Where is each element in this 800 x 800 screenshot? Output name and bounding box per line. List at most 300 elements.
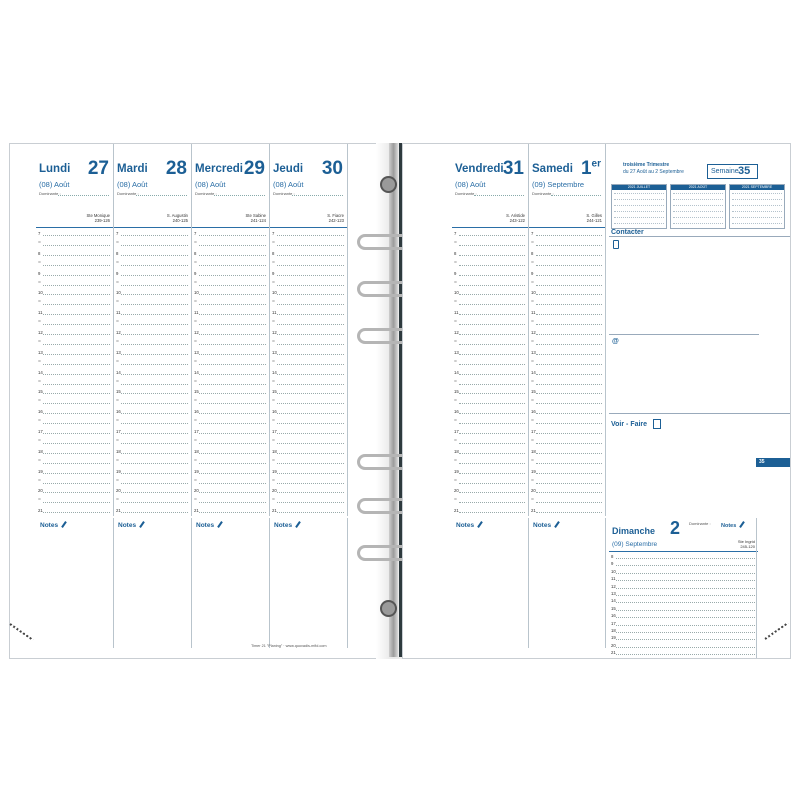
hour-row[interactable] bbox=[452, 250, 528, 265]
hour-row[interactable] bbox=[36, 369, 113, 384]
half-hour-row[interactable] bbox=[270, 299, 347, 314]
hour-label: 8 bbox=[611, 554, 614, 559]
half-hour-row[interactable] bbox=[36, 319, 113, 334]
left-notes-3[interactable] bbox=[270, 518, 348, 648]
hour-label: 16 bbox=[272, 409, 277, 415]
hour-label: 8 bbox=[194, 250, 197, 256]
hour-label: 12 bbox=[116, 330, 121, 335]
half-hour-row[interactable] bbox=[452, 497, 528, 512]
half-hour-line bbox=[121, 304, 188, 305]
half-hour-row[interactable] bbox=[36, 438, 113, 453]
half-hour-row[interactable] bbox=[270, 319, 347, 334]
hour-row[interactable] bbox=[452, 290, 528, 304]
hour-row[interactable] bbox=[529, 429, 605, 443]
hour-row[interactable] bbox=[452, 349, 528, 364]
hour-row[interactable] bbox=[192, 250, 269, 265]
hour-row[interactable] bbox=[36, 468, 113, 483]
hour-row[interactable] bbox=[36, 310, 113, 324]
hour-label: 14 bbox=[116, 369, 121, 375]
hour-label: 8 bbox=[272, 250, 275, 256]
half-hour-row[interactable] bbox=[452, 259, 528, 275]
half-hour-mark: = bbox=[272, 279, 275, 286]
saint-of-day bbox=[246, 213, 267, 223]
hour-row[interactable] bbox=[452, 409, 528, 423]
hour-row[interactable] bbox=[529, 369, 605, 384]
half-hour-row[interactable] bbox=[114, 358, 191, 374]
half-hour-row[interactable] bbox=[529, 279, 605, 295]
hour-row[interactable] bbox=[452, 369, 528, 384]
hour-line bbox=[43, 235, 110, 236]
half-hour-row[interactable] bbox=[114, 457, 191, 473]
dominante-label: Dominante : bbox=[455, 191, 477, 196]
hour-row[interactable] bbox=[452, 231, 528, 245]
hour-row[interactable] bbox=[270, 290, 347, 304]
hour-row[interactable] bbox=[114, 448, 191, 463]
half-hour-row[interactable] bbox=[452, 240, 528, 255]
hour-line bbox=[616, 654, 755, 655]
header-divider bbox=[529, 227, 605, 228]
half-hour-row[interactable] bbox=[529, 497, 605, 512]
mini-calendar bbox=[670, 184, 726, 229]
hour-label: 15 bbox=[611, 605, 616, 611]
half-hour-row[interactable] bbox=[270, 339, 347, 354]
hour-row[interactable] bbox=[192, 488, 269, 502]
hour-row[interactable] bbox=[192, 468, 269, 483]
half-hour-row[interactable] bbox=[36, 378, 113, 394]
hour-label: 21 bbox=[194, 508, 199, 514]
half-hour-mark: = bbox=[194, 319, 197, 326]
hour-row[interactable] bbox=[114, 250, 191, 265]
hour-row[interactable] bbox=[114, 369, 191, 384]
half-hour-row[interactable] bbox=[36, 259, 113, 275]
notes-label-text: Notes bbox=[274, 522, 293, 529]
hour-row[interactable] bbox=[36, 389, 113, 403]
day-count: 242-123 bbox=[328, 218, 344, 223]
hour-line bbox=[277, 453, 344, 454]
hour-row[interactable] bbox=[114, 349, 191, 364]
hour-line bbox=[277, 393, 344, 394]
hour-row[interactable] bbox=[192, 290, 269, 304]
hour-line bbox=[43, 473, 110, 474]
hour-row[interactable] bbox=[270, 270, 347, 285]
half-hour-mark: = bbox=[116, 299, 119, 306]
day-number: 27 bbox=[87, 158, 109, 179]
hour-row[interactable] bbox=[192, 448, 269, 463]
half-hour-mark: = bbox=[531, 299, 534, 306]
half-hour-row[interactable] bbox=[270, 477, 347, 493]
hour-line bbox=[459, 294, 525, 295]
half-hour-row[interactable] bbox=[452, 339, 528, 354]
hour-row[interactable] bbox=[529, 290, 605, 304]
half-hour-row[interactable] bbox=[192, 438, 269, 453]
half-hour-line bbox=[459, 483, 525, 484]
hour-row[interactable] bbox=[452, 330, 528, 344]
hour-line bbox=[199, 374, 266, 375]
half-hour-row[interactable] bbox=[270, 358, 347, 374]
half-hour-row[interactable] bbox=[36, 497, 113, 512]
hour-row[interactable] bbox=[114, 468, 191, 483]
semaine-label: Semaine bbox=[711, 168, 739, 175]
half-hour-mark: = bbox=[272, 438, 275, 444]
hour-label: 7 bbox=[38, 231, 41, 236]
hour-row[interactable] bbox=[270, 349, 347, 364]
hour-row[interactable] bbox=[36, 270, 113, 285]
hour-line bbox=[277, 314, 344, 315]
hour-row[interactable] bbox=[452, 389, 528, 403]
notes-label-text: Notes bbox=[196, 522, 215, 529]
hour-row[interactable] bbox=[114, 409, 191, 423]
hour-label: 18 bbox=[454, 448, 459, 454]
hour-row[interactable] bbox=[192, 270, 269, 285]
half-hour-row[interactable] bbox=[192, 497, 269, 512]
hour-line bbox=[43, 433, 110, 434]
half-hour-row[interactable] bbox=[114, 259, 191, 275]
hour-line bbox=[459, 473, 525, 474]
half-hour-row[interactable] bbox=[192, 339, 269, 354]
half-hour-row[interactable] bbox=[192, 358, 269, 374]
hour-row[interactable] bbox=[114, 290, 191, 304]
half-hour-row[interactable] bbox=[529, 299, 605, 314]
half-hour-row[interactable] bbox=[36, 358, 113, 374]
hour-line bbox=[277, 275, 344, 276]
hour-row[interactable] bbox=[452, 488, 528, 502]
hour-row[interactable] bbox=[192, 429, 269, 443]
hour-row[interactable] bbox=[529, 468, 605, 483]
half-hour-row[interactable] bbox=[270, 240, 347, 255]
hour-row[interactable] bbox=[529, 330, 605, 344]
hour-row[interactable] bbox=[36, 448, 113, 463]
half-hour-row[interactable] bbox=[192, 319, 269, 334]
footer-text: Timer 21 "Planing" · www.quovadis-mfid.com bbox=[251, 644, 327, 648]
hour-row[interactable] bbox=[192, 409, 269, 423]
half-hour-mark: = bbox=[531, 457, 534, 464]
hour-line bbox=[277, 255, 344, 256]
left-notes-0[interactable] bbox=[36, 518, 114, 648]
half-hour-mark: = bbox=[194, 438, 197, 444]
half-hour-row[interactable] bbox=[452, 418, 528, 433]
half-hour-row[interactable] bbox=[36, 240, 113, 255]
half-hour-mark: = bbox=[454, 240, 457, 246]
hour-line bbox=[459, 433, 525, 434]
hour-row[interactable] bbox=[114, 389, 191, 403]
hour-line bbox=[277, 354, 344, 355]
half-hour-line bbox=[536, 502, 602, 503]
hour-row[interactable] bbox=[270, 389, 347, 403]
half-hour-row[interactable] bbox=[529, 339, 605, 354]
half-hour-row[interactable] bbox=[114, 398, 191, 413]
half-hour-line bbox=[536, 403, 602, 404]
hour-row[interactable] bbox=[529, 389, 605, 403]
half-hour-row[interactable] bbox=[192, 279, 269, 295]
half-hour-row[interactable] bbox=[114, 497, 191, 512]
hour-row[interactable] bbox=[270, 409, 347, 423]
half-hour-row[interactable] bbox=[529, 319, 605, 334]
half-hour-row[interactable] bbox=[529, 240, 605, 255]
dimanche-daycount: 245-120 bbox=[740, 544, 755, 549]
hour-label: 12 bbox=[194, 330, 199, 335]
hour-row[interactable] bbox=[192, 389, 269, 403]
half-hour-row[interactable] bbox=[529, 418, 605, 433]
half-hour-mark: = bbox=[531, 279, 534, 286]
hour-label: 11 bbox=[454, 310, 459, 316]
half-hour-line bbox=[121, 403, 188, 404]
half-hour-row[interactable] bbox=[270, 457, 347, 473]
hour-row[interactable] bbox=[114, 429, 191, 443]
hour-row[interactable] bbox=[609, 650, 758, 664]
half-hour-mark: = bbox=[272, 477, 275, 484]
hour-line bbox=[536, 413, 602, 414]
half-hour-row[interactable] bbox=[270, 438, 347, 453]
hour-label: 17 bbox=[611, 620, 616, 626]
hour-row[interactable] bbox=[529, 488, 605, 502]
hour-label: 12 bbox=[611, 583, 616, 589]
hour-line bbox=[121, 413, 188, 414]
day-name: Samedi bbox=[532, 163, 573, 175]
hour-row[interactable] bbox=[114, 488, 191, 502]
hour-row[interactable] bbox=[452, 468, 528, 483]
hour-row[interactable] bbox=[192, 349, 269, 364]
dimanche-block bbox=[609, 518, 758, 658]
half-hour-line bbox=[536, 483, 602, 484]
half-hour-row[interactable] bbox=[36, 299, 113, 314]
half-hour-row[interactable] bbox=[270, 279, 347, 295]
hour-row[interactable] bbox=[529, 310, 605, 324]
half-hour-row[interactable] bbox=[36, 339, 113, 354]
hour-row[interactable] bbox=[270, 250, 347, 265]
half-hour-row[interactable] bbox=[452, 279, 528, 295]
half-hour-row[interactable] bbox=[36, 279, 113, 295]
saint-of-day bbox=[586, 213, 602, 223]
half-hour-line bbox=[121, 463, 188, 464]
hour-row[interactable] bbox=[114, 330, 191, 344]
hour-row[interactable] bbox=[270, 330, 347, 344]
dominante-line bbox=[136, 195, 187, 196]
hour-row[interactable] bbox=[529, 409, 605, 423]
hour-line bbox=[616, 632, 755, 633]
half-hour-row[interactable] bbox=[529, 477, 605, 493]
half-hour-row[interactable] bbox=[192, 299, 269, 314]
hour-label: 12 bbox=[531, 330, 536, 335]
hour-row[interactable] bbox=[529, 231, 605, 245]
half-hour-row[interactable] bbox=[529, 259, 605, 275]
half-hour-row[interactable] bbox=[529, 438, 605, 453]
hour-label: 12 bbox=[38, 330, 43, 335]
hour-label: 14 bbox=[611, 598, 616, 604]
half-hour-row[interactable] bbox=[452, 299, 528, 314]
half-hour-mark: = bbox=[38, 497, 41, 504]
hour-row[interactable] bbox=[452, 448, 528, 463]
hour-row[interactable] bbox=[270, 369, 347, 384]
half-hour-row[interactable] bbox=[114, 299, 191, 314]
half-hour-mark: = bbox=[531, 358, 534, 365]
hour-row[interactable] bbox=[452, 429, 528, 443]
hour-row[interactable] bbox=[192, 231, 269, 245]
hour-row[interactable] bbox=[36, 290, 113, 304]
hour-label: 17 bbox=[38, 429, 43, 434]
hour-label: 21 bbox=[611, 650, 616, 656]
hour-label: 13 bbox=[531, 349, 536, 355]
half-hour-row[interactable] bbox=[452, 398, 528, 413]
half-hour-mark: = bbox=[38, 477, 41, 484]
hour-row[interactable] bbox=[452, 310, 528, 324]
half-hour-line bbox=[459, 502, 525, 503]
left-notes-1[interactable] bbox=[114, 518, 192, 648]
hour-line bbox=[459, 512, 525, 513]
half-hour-row[interactable] bbox=[36, 477, 113, 493]
hour-label: 19 bbox=[454, 468, 459, 474]
half-hour-mark: = bbox=[38, 457, 41, 464]
half-hour-mark: = bbox=[116, 358, 119, 365]
hour-row[interactable] bbox=[36, 409, 113, 423]
half-hour-row[interactable] bbox=[36, 418, 113, 433]
half-hour-row[interactable] bbox=[114, 418, 191, 433]
hour-row[interactable] bbox=[192, 369, 269, 384]
half-hour-row[interactable] bbox=[452, 378, 528, 394]
half-hour-row[interactable] bbox=[114, 438, 191, 453]
half-hour-row[interactable] bbox=[270, 259, 347, 275]
half-hour-row[interactable] bbox=[270, 497, 347, 512]
hour-row[interactable] bbox=[529, 448, 605, 463]
half-hour-row[interactable] bbox=[36, 457, 113, 473]
half-hour-row[interactable] bbox=[114, 378, 191, 394]
half-hour-line bbox=[121, 344, 188, 345]
hour-row[interactable] bbox=[270, 231, 347, 245]
hour-label: 9 bbox=[116, 270, 119, 276]
half-hour-mark: = bbox=[531, 259, 534, 266]
day-name: Mercredi bbox=[195, 163, 243, 175]
hour-line bbox=[121, 314, 188, 315]
hour-line bbox=[199, 354, 266, 355]
hour-row[interactable] bbox=[36, 488, 113, 502]
hour-row[interactable] bbox=[114, 270, 191, 285]
half-hour-row[interactable] bbox=[529, 378, 605, 394]
binder-rivet bbox=[380, 176, 397, 193]
saint-of-day bbox=[167, 213, 188, 223]
half-hour-line bbox=[121, 443, 188, 444]
hour-row[interactable] bbox=[36, 330, 113, 344]
hour-label: 8 bbox=[38, 250, 41, 256]
half-hour-line bbox=[459, 423, 525, 424]
half-hour-line bbox=[536, 364, 602, 365]
hour-row[interactable] bbox=[114, 310, 191, 324]
half-hour-row[interactable] bbox=[452, 438, 528, 453]
half-hour-line bbox=[199, 324, 266, 325]
saint-of-day bbox=[327, 213, 344, 223]
day-number: 29 bbox=[243, 158, 265, 179]
hour-row[interactable] bbox=[36, 231, 113, 245]
mini-calendar-row bbox=[614, 199, 664, 200]
hour-row[interactable] bbox=[529, 250, 605, 265]
half-hour-mark: = bbox=[194, 279, 197, 286]
half-hour-mark: = bbox=[454, 299, 457, 306]
half-hour-row[interactable] bbox=[529, 398, 605, 413]
hour-line bbox=[199, 314, 266, 315]
half-hour-row[interactable] bbox=[192, 259, 269, 275]
half-hour-line bbox=[121, 384, 188, 385]
hour-line bbox=[536, 453, 602, 454]
half-hour-row[interactable] bbox=[452, 457, 528, 473]
hour-row[interactable] bbox=[36, 250, 113, 265]
half-hour-row[interactable] bbox=[114, 240, 191, 255]
hour-row[interactable] bbox=[270, 429, 347, 443]
right-notes-1[interactable] bbox=[529, 518, 606, 648]
half-hour-line bbox=[277, 463, 344, 464]
hour-row[interactable] bbox=[36, 349, 113, 364]
half-hour-row[interactable] bbox=[36, 398, 113, 413]
hour-line bbox=[121, 354, 188, 355]
hour-label: 9 bbox=[272, 270, 275, 276]
hour-row[interactable] bbox=[270, 310, 347, 324]
half-hour-row[interactable] bbox=[192, 418, 269, 433]
hour-label: 17 bbox=[194, 429, 199, 434]
half-hour-row[interactable] bbox=[270, 378, 347, 394]
hour-row[interactable] bbox=[114, 231, 191, 245]
hour-line bbox=[616, 617, 755, 618]
half-hour-row[interactable] bbox=[114, 477, 191, 493]
hour-label: 16 bbox=[38, 409, 43, 415]
mini-calendar-row bbox=[732, 205, 782, 206]
dominante-line bbox=[551, 195, 601, 196]
half-hour-row[interactable] bbox=[529, 358, 605, 374]
half-hour-mark: = bbox=[454, 339, 457, 345]
saint-name: S. Aristide bbox=[506, 213, 525, 218]
half-hour-line bbox=[536, 245, 602, 246]
half-hour-row[interactable] bbox=[270, 398, 347, 413]
week-tab[interactable]: 35 bbox=[756, 458, 790, 467]
hour-row[interactable] bbox=[36, 429, 113, 443]
hour-row[interactable] bbox=[192, 330, 269, 344]
half-hour-row[interactable] bbox=[192, 378, 269, 394]
half-hour-row[interactable] bbox=[192, 457, 269, 473]
hour-row[interactable] bbox=[452, 270, 528, 285]
hour-row[interactable] bbox=[270, 488, 347, 502]
half-hour-row[interactable] bbox=[114, 339, 191, 354]
half-hour-row[interactable] bbox=[114, 279, 191, 295]
half-hour-line bbox=[536, 443, 602, 444]
hour-line bbox=[121, 374, 188, 375]
half-hour-row[interactable] bbox=[452, 477, 528, 493]
left-notes-2[interactable] bbox=[192, 518, 270, 648]
pencil-icon bbox=[554, 521, 560, 528]
header-divider bbox=[452, 227, 528, 228]
half-hour-row[interactable] bbox=[114, 319, 191, 334]
day-number-suffix: er bbox=[591, 158, 601, 170]
half-hour-mark: = bbox=[116, 240, 119, 246]
hour-row[interactable] bbox=[270, 468, 347, 483]
half-hour-mark: = bbox=[116, 438, 119, 444]
hour-label: 12 bbox=[272, 330, 277, 335]
half-hour-row[interactable] bbox=[270, 418, 347, 433]
half-hour-row[interactable] bbox=[529, 457, 605, 473]
hour-line bbox=[459, 492, 525, 493]
half-hour-row[interactable] bbox=[452, 358, 528, 374]
hour-row[interactable] bbox=[192, 310, 269, 324]
half-hour-row[interactable] bbox=[452, 319, 528, 334]
half-hour-row[interactable] bbox=[192, 240, 269, 255]
half-hour-mark: = bbox=[272, 457, 275, 464]
half-hour-row[interactable] bbox=[192, 477, 269, 493]
right-notes-0[interactable] bbox=[452, 518, 529, 648]
half-hour-row[interactable] bbox=[192, 398, 269, 413]
hour-row[interactable] bbox=[529, 349, 605, 364]
half-hour-mark: = bbox=[194, 378, 197, 385]
hour-row[interactable] bbox=[270, 448, 347, 463]
hour-row[interactable] bbox=[529, 270, 605, 285]
dominante-line bbox=[292, 195, 343, 196]
half-hour-mark: = bbox=[116, 279, 119, 286]
day-number: 28 bbox=[165, 158, 187, 179]
half-hour-mark: = bbox=[454, 279, 457, 286]
